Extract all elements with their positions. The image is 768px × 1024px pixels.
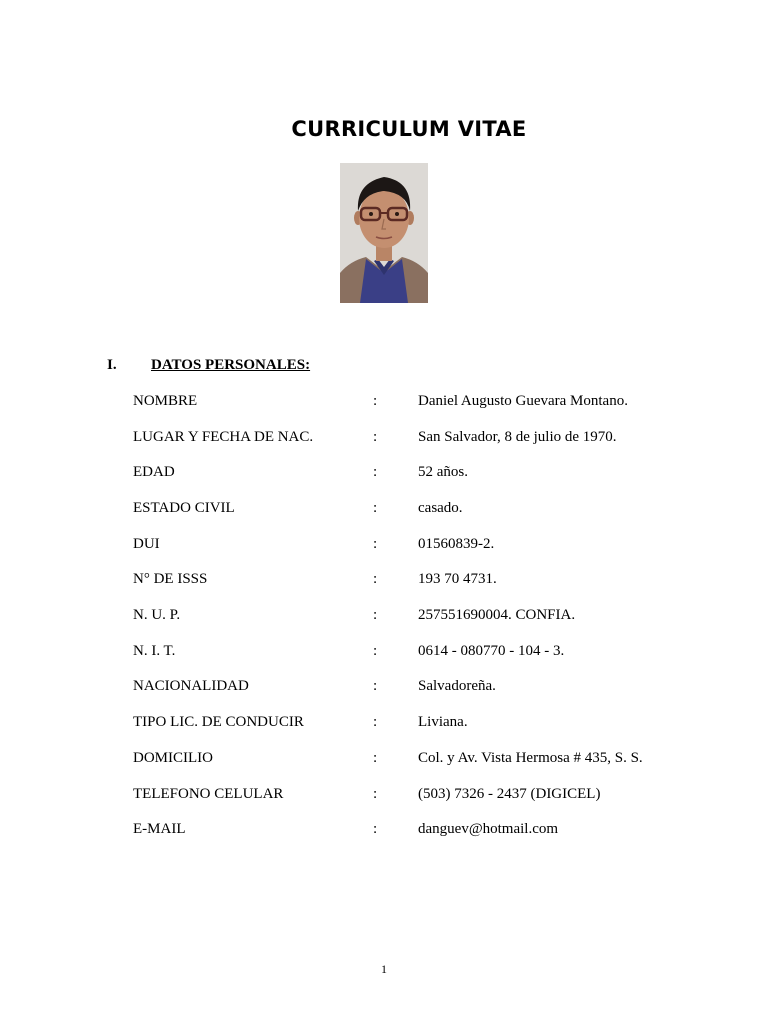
field-row-nombre xyxy=(0,391,768,411)
field-row-nit xyxy=(0,641,768,661)
field-label: N. U. P. xyxy=(133,607,181,623)
field-row-tipo-licencia xyxy=(0,712,768,732)
field-row-email xyxy=(0,819,768,839)
field-label: EDAD xyxy=(133,464,175,480)
field-row-domicilio xyxy=(0,748,768,768)
field-label: ESTADO CIVIL xyxy=(133,500,235,516)
field-separator: : xyxy=(373,750,378,766)
field-label: NACIONALIDAD xyxy=(133,678,249,694)
field-separator: : xyxy=(373,786,378,802)
field-row-telefono xyxy=(0,784,768,804)
field-value: Col. y Av. Vista Hermosa # 435, S. S. xyxy=(418,750,643,766)
field-value: casado. xyxy=(418,500,463,516)
field-label: N. I. T. xyxy=(133,643,176,659)
field-value: 01560839-2. xyxy=(418,536,495,552)
field-row-nup xyxy=(0,605,768,625)
field-row-dui xyxy=(0,534,768,554)
field-separator: : xyxy=(373,393,378,409)
field-label: TIPO LIC. DE CONDUCIR xyxy=(133,714,304,730)
field-row-estado-civil xyxy=(0,498,768,518)
field-value: Salvadoreña. xyxy=(418,678,496,694)
field-value: danguev@hotmail.com xyxy=(418,821,559,837)
field-value: 193 70 4731. xyxy=(418,571,497,587)
field-separator: : xyxy=(373,429,378,445)
section-title: DATOS PERSONALES: xyxy=(151,357,311,373)
field-label: N° DE ISSS xyxy=(133,571,208,587)
field-separator: : xyxy=(373,643,378,659)
field-separator: : xyxy=(373,464,378,480)
field-value: (503) 7326 - 2437 (DIGICEL) xyxy=(418,786,601,802)
field-value: 0614 - 080770 - 104 - 3. xyxy=(418,643,565,659)
section-heading-datos-personales xyxy=(107,357,310,374)
field-row-edad xyxy=(0,462,768,482)
field-value: 52 años. xyxy=(418,464,468,480)
field-label: LUGAR Y FECHA DE NAC. xyxy=(133,429,314,445)
field-separator: : xyxy=(373,500,378,516)
field-separator: : xyxy=(373,536,378,552)
field-value: 257551690004. CONFIA. xyxy=(418,607,576,623)
document-title: CURRICULUM VITAE xyxy=(291,117,527,141)
field-separator: : xyxy=(373,607,378,623)
section-number: I. xyxy=(107,357,117,373)
field-value: San Salvador, 8 de julio de 1970. xyxy=(418,429,617,445)
field-value: Liviana. xyxy=(418,714,468,730)
field-row-lugar-fecha-nac xyxy=(0,427,768,447)
field-separator: : xyxy=(373,571,378,587)
profile-photo xyxy=(340,163,428,303)
field-label: DOMICILIO xyxy=(133,750,213,766)
field-label: E-MAIL xyxy=(133,821,186,837)
field-value: Daniel Augusto Guevara Montano. xyxy=(418,393,628,409)
page-number: 1 xyxy=(381,962,387,976)
field-separator: : xyxy=(373,821,378,837)
field-separator: : xyxy=(373,714,378,730)
field-row-isss xyxy=(0,569,768,589)
field-separator: : xyxy=(373,678,378,694)
field-label: TELEFONO CELULAR xyxy=(133,786,284,802)
field-row-nacionalidad xyxy=(0,676,768,696)
field-label: DUI xyxy=(133,536,160,552)
field-label: NOMBRE xyxy=(133,393,198,409)
